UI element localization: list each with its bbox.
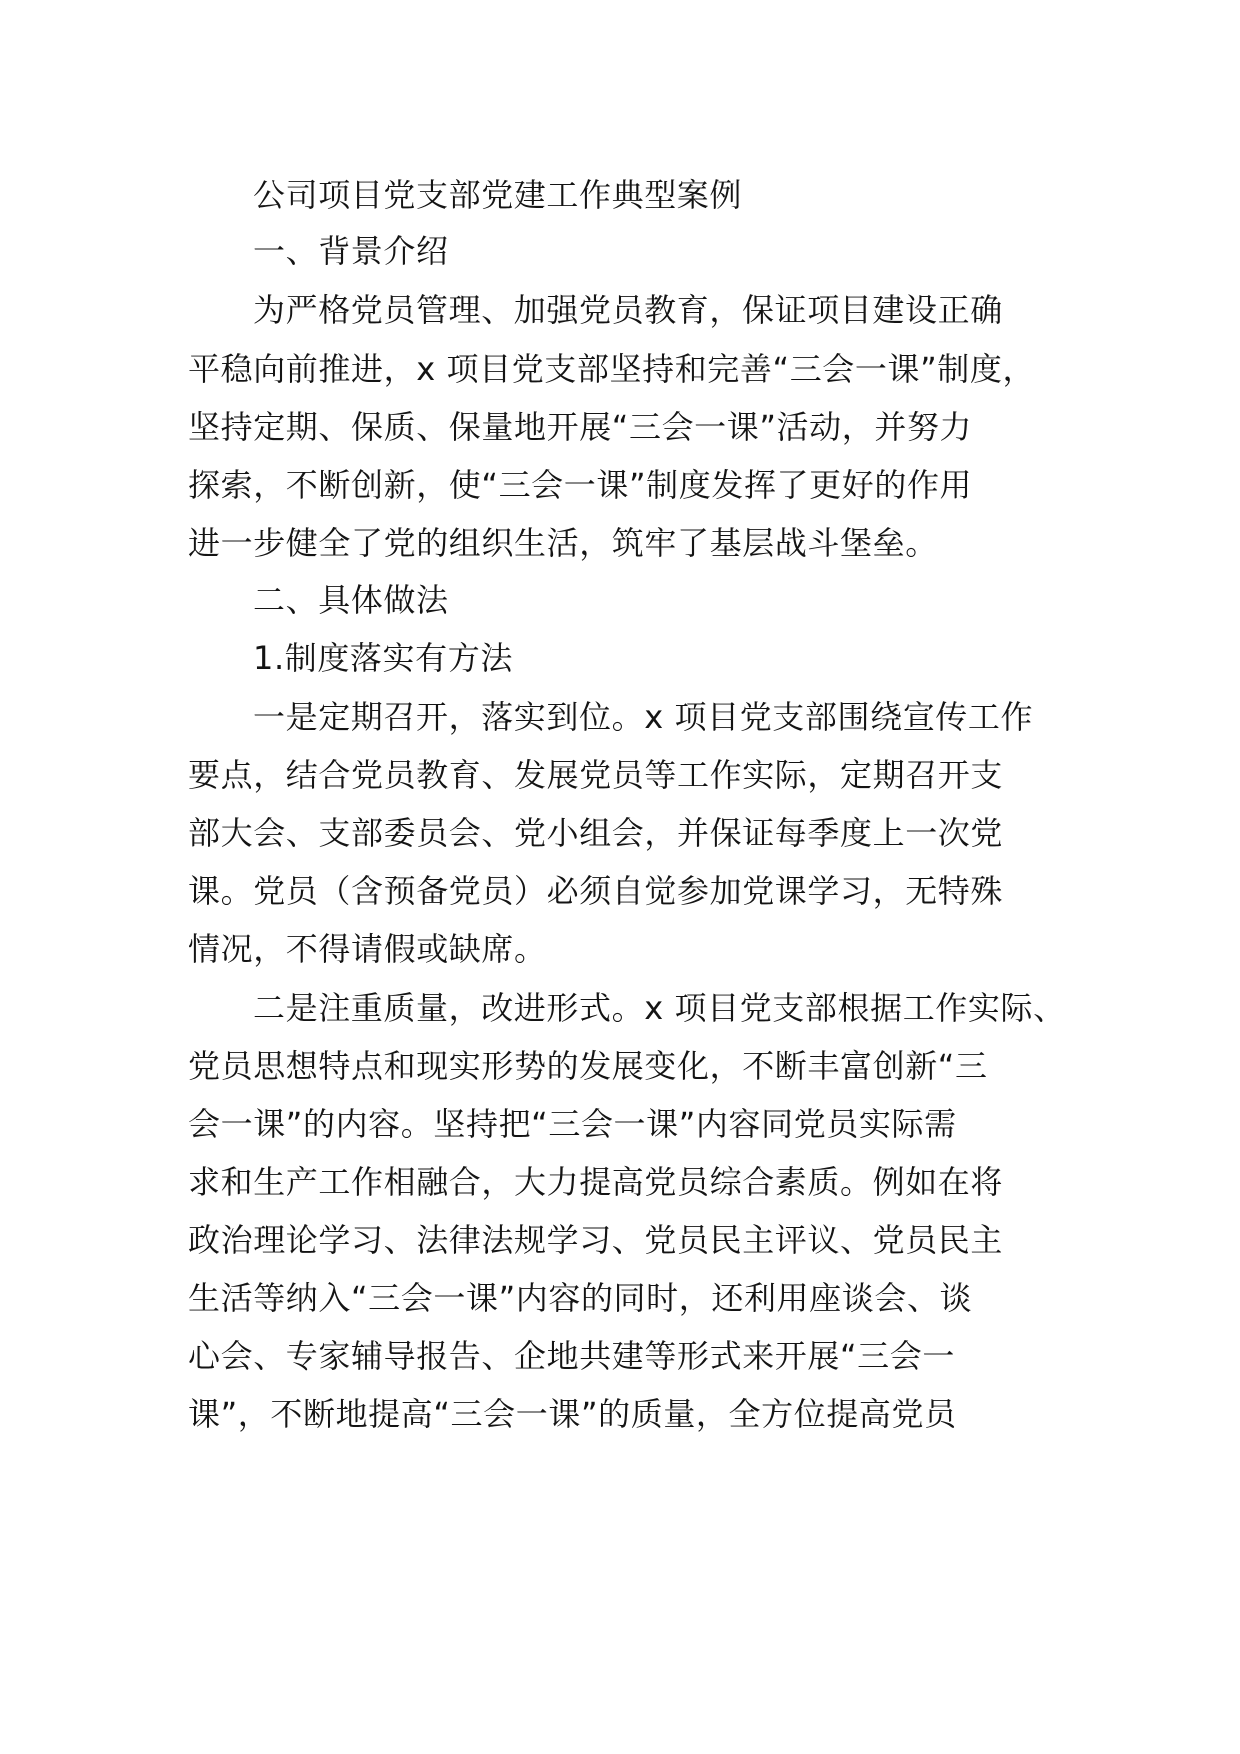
paragraph-line: 坚持定期、保质、保量地开展“三会一课”活动，并努力	[188, 408, 973, 446]
paragraph-line: 心会、专家辅导报告、企地共建等形式来开展“三会一	[188, 1337, 955, 1375]
paragraph-line: 进一步健全了党的组织生活，筑牢了基层战斗堡垒。	[188, 524, 938, 562]
paragraph-line: 部大会、支部委员会、党小组会，并保证每季度上一次党	[188, 814, 1004, 852]
section-heading-methods: 二、具体做法	[253, 581, 449, 619]
paragraph-line: 生活等纳入“三会一课”内容的同时，还利用座谈会、谈	[188, 1279, 973, 1317]
paragraph-line: 课”，不断地提高“三会一课”的质量，全方位提高党员	[188, 1395, 957, 1433]
paragraph-line: 情况，不得请假或缺席。	[188, 930, 547, 968]
paragraph-line: 政治理论学习、法律法规学习、党员民主评议、党员民主	[188, 1221, 1004, 1259]
document-title: 公司项目党支部党建工作典型案例	[253, 176, 743, 214]
paragraph-line: 探索，不断创新，使“三会一课”制度发挥了更好的作用	[188, 466, 973, 504]
paragraph-line: 求和生产工作相融合，大力提高党员综合素质。例如在将	[188, 1163, 1004, 1201]
paragraph-line: 平稳向前推进，x 项目党支部坚持和完善“三会一课”制度，	[188, 350, 1036, 388]
paragraph-line: 要点，结合党员教育、发展党员等工作实际，定期召开支	[188, 756, 1004, 794]
section-heading-background: 一、背景介绍	[253, 232, 449, 270]
paragraph-line: 一是定期召开，落实到位。x 项目党支部围绕宣传工作	[253, 698, 1034, 736]
paragraph-line: 党员思想特点和现实形势的发展变化，不断丰富创新“三	[188, 1047, 988, 1085]
paragraph-line: 二是注重质量，改进形式。x 项目党支部根据工作实际、	[253, 989, 1066, 1027]
paragraph-line: 会一课”的内容。坚持把“三会一课”内容同党员实际需	[188, 1105, 957, 1143]
paragraph-line: 为严格党员管理、加强党员教育，保证项目建设正确	[253, 291, 1003, 329]
paragraph-line: 课。党员（含预备党员）必须自觉参加党课学习，无特殊	[188, 872, 1004, 910]
subsection-heading: 1.制度落实有方法	[253, 639, 513, 677]
